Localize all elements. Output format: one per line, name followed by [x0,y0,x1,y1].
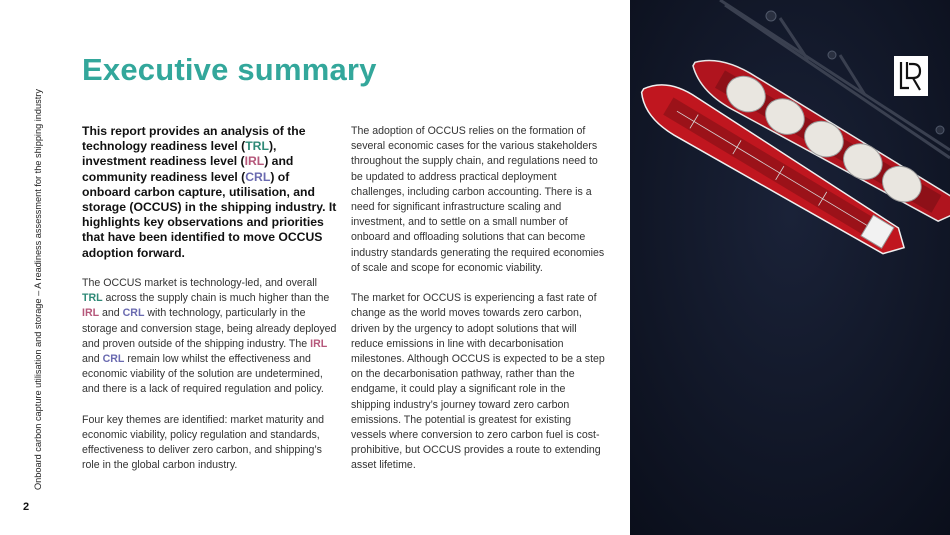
trl-term: TRL [245,139,269,154]
text-run: remain low whilst the effectiveness and economic viability of the solution are undetermined, and there is a lack of required regulation and policy. [82,353,324,396]
lead-paragraph [82,124,337,261]
text-run: This report provides an analysis of the technology readiness level ( [82,124,306,154]
side-caption: Onboard carbon capture utilisation and storage – A readiness assessment for the shipping industry [33,89,43,490]
text-run: The OCCUS market is technology-led, and overall [82,277,317,290]
text-run: ) and community readiness level ( [82,154,294,184]
text-run: ) of onboard carbon capture, utilisation, and storage (OCCUS) in the shipping industry. It highlights key observations and priorities that have been identified to move OCCUS adoption forward. [82,169,337,260]
irl-term: IRL [310,337,328,350]
page-number: 2 [23,501,30,513]
side-caption-area [0,0,60,535]
crl-term: CRL [122,307,145,320]
text-run: and [82,353,103,366]
right-column [351,124,606,489]
lr-logo-mark [898,60,924,92]
crl-term: CRL [245,169,271,184]
lr-logo [894,56,928,96]
left-column [82,124,337,489]
adoption-paragraph: The adoption of OCCUS relies on the formation of several economic cases for the various stakeholders throughout the supply chain, and regulations need to be updated to address practical deployment challenges, including carbon accounting. There is a need for significant infrastructure scaling and investment, and to settle on a small number of onboard and offloading solutions that can become industry standards generating the required economies of scale and scope for economic viability. [351,125,605,274]
text-run: across the supply chain is much higher than the [102,292,330,305]
market-change-paragraph: The market for OCCUS is experiencing a fast rate of change as the world moves towards zero carbon, driven by the urgency to adopt solutions that will reduce emissions in line with decarbonisation milestones. Although OCCUS is expected to be a step on the decarbonisation pathway, rather than the endgame, it could play a significant role in the shipping industry’s journey toward zero carbon emissions. The potential is greatest for existing vessels where conversion to zero carbon fuel is cost-prohibitive, but OCCUS provides a route to extending asset lifetime. [351,292,605,472]
themes-paragraph: Four key themes are identified: market maturity and economic viability, policy regulation and standards, effectiveness to deliver zero carbon, and shipping’s role in the global carbon industry. [82,413,324,472]
trl-term: TRL [82,292,103,305]
irl-term: IRL [244,154,265,169]
text-run: ), investment readiness level ( [82,139,277,169]
page-title: Executive summary [82,52,377,87]
crl-term: CRL [102,353,125,366]
market-paragraph [82,276,337,398]
text-run: and [99,307,123,320]
irl-term: IRL [82,307,100,320]
text-run: with technology, particularly in the storage and conversion stage, being already deployed and proven outside of the shipping industry. The [82,307,337,350]
